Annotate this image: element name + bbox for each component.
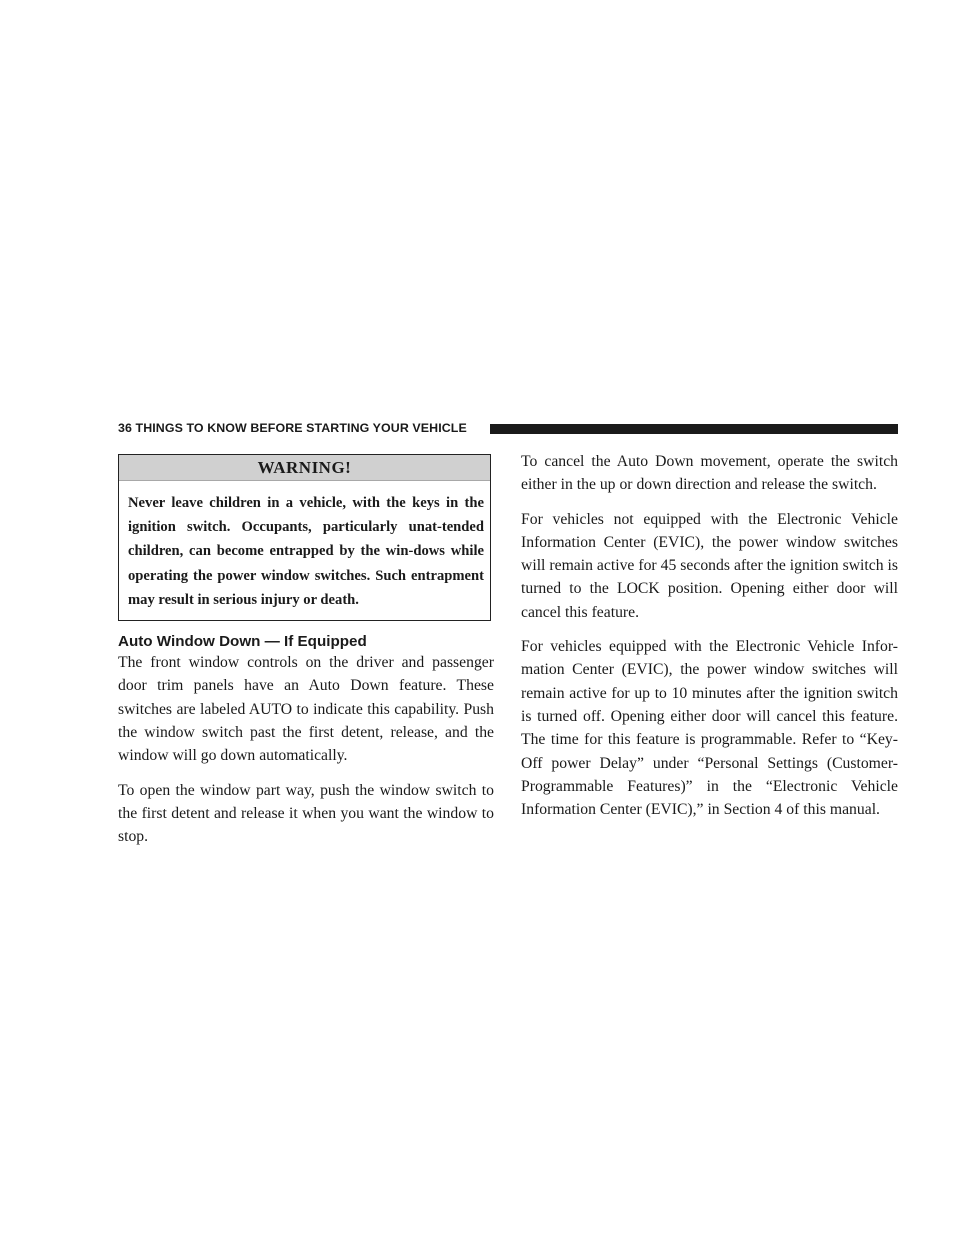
section-heading: Auto Window Down — If Equipped <box>118 633 367 651</box>
warning-box <box>118 454 491 621</box>
paragraph: To cancel the Auto Down movement, operate the switch either in the up or down direction and release the switch. <box>521 453 898 494</box>
warning-title: WARNING! <box>119 455 490 481</box>
page-header-text: 36 THINGS TO KNOW BEFORE STARTING YOUR VEHICLE <box>118 421 467 435</box>
warning-body: Never leave children in a vehicle, with the keys in the ignition switch. Occupants, particularly unat-tended children, can become entrapped by the win-dows while operating the power window switches. Such entrapment may result in serious injury or death. <box>128 495 484 608</box>
right-column <box>521 450 898 832</box>
page-header <box>118 421 898 435</box>
left-column <box>118 454 494 859</box>
header-rule-bar <box>490 424 898 434</box>
paragraph: For vehicles not equipped with the Electronic Vehicle Information Center (EVIC), the power window switches will remain active for 45 seconds after the ignition switch is turned to the LOCK position. Opening either door will cancel this feature. <box>521 510 898 621</box>
paragraph: For vehicles equipped with the Electronic Vehicle Infor-mation Center (EVIC), the power window switches will remain active for up to 10 minutes after the ignition switch is turned off. Opening either door will cancel this feature. The time for this feature is programmable. Refer to “Key-Off power Delay” under “Personal Settings (Customer-Programmable Features)” in the “Electronic Vehicle Information Center (EVIC),” in Section 4 of this manual. <box>521 638 898 819</box>
paragraph: To open the window part way, push the window switch to the first detent and release it when you want the window to stop. <box>118 781 494 846</box>
paragraph: The front window controls on the driver and passenger door trim panels have an Auto Down feature. These switches are labeled AUTO to indicate this capability. Push the window switch past the first detent, release, and the window will go down automatically. <box>118 654 494 765</box>
